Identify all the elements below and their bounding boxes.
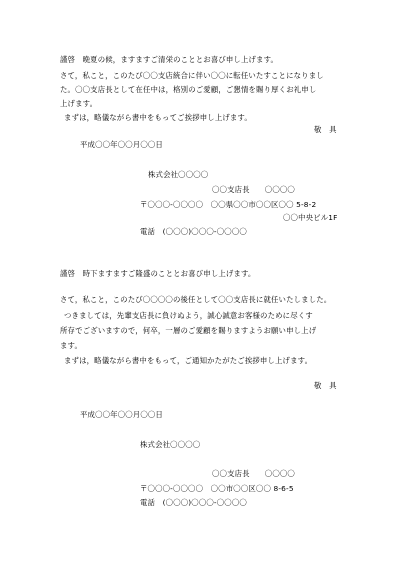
letter2-phone: 電話 (〇〇〇)〇〇〇-〇〇〇〇 [140,498,247,507]
letter2-body-line-1: さて，私こと，このたび〇〇〇〇の後任として〇〇支店長に就任いたしました。 [60,295,332,304]
letter2-address: 〒〇〇〇-〇〇〇〇 〇〇市〇〇区〇〇 8-6-5 [140,484,294,493]
letter2-body-line-4: ます。 [60,341,83,350]
letter2-company: 株式会社〇〇〇〇 [140,440,201,449]
letter1-body-line-3: 上げます。 [60,99,98,108]
letter2-date: 平成〇〇年〇〇月〇〇日 [80,410,163,419]
letter1-address-line-1: 〒〇〇〇-〇〇〇〇 〇〇県〇〇市〇〇区〇〇 5-8-2 [140,200,317,209]
letter2-body-line-2: つきましては，先輩支店長に負けぬよう，誠心誠意お客様のために尽くす [64,311,313,320]
letter1-body-line-1: さて，私こと，このたび〇〇支店統合に伴い〇〇に転任いたすことになりまし [60,71,324,80]
letter1-title-name: 〇〇支店長 〇〇〇〇 [212,185,295,194]
letter1-body-line-2: た。〇〇支店長として在任中は，格別のご愛顧，ご懇情を賜り厚くお礼申し [60,85,317,94]
letter1-company: 株式会社〇〇〇〇 [148,170,209,179]
letter1-phone: 電話 (〇〇〇)〇〇〇-〇〇〇〇 [140,227,247,236]
letter1-date: 平成〇〇年〇〇月〇〇日 [80,140,163,149]
letter2-greeting: 謹啓 時下ますますご隆盛のこととお喜び申し上げます。 [60,269,256,278]
letter2-keigu: 敬 具 [314,381,337,390]
letter1-keigu: 敬 具 [314,125,337,134]
letter2-closing-line: まずは，略儀ながら書中をもって，ご通知かたがたご挨拶申し上げます。 [64,356,313,365]
letter2-body-line-3: 所存でございますので，何卒，一層のご愛顧を賜りますようお願い申し上げ [60,326,317,335]
letter1-address-line-2: 〇〇中央ビル1F [283,213,338,222]
letter1-greeting: 謹啓 晩夏の候，ますますご清栄のこととお喜び申し上げます。 [60,55,279,64]
letter1-closing-line: まずは，略儀ながら書中をもってご挨拶申し上げます。 [64,113,252,122]
letter2-title-name: 〇〇支店長 〇〇〇〇 [212,469,295,478]
